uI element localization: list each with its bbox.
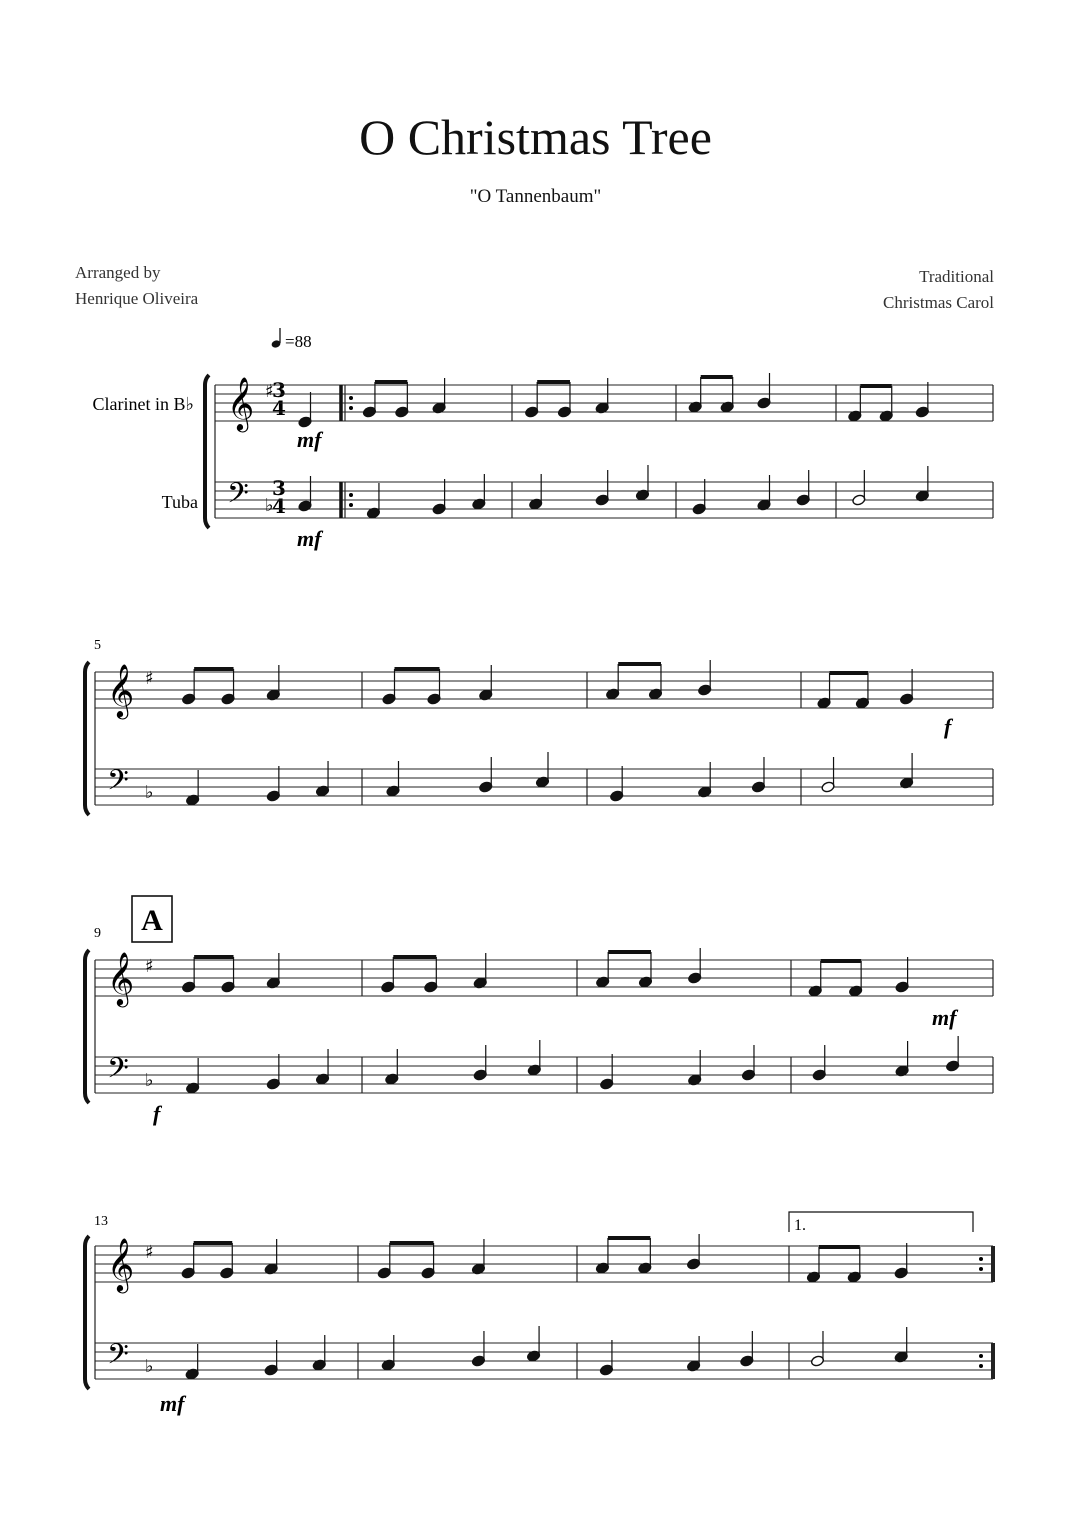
repeat-dot (979, 1354, 983, 1358)
sharp-icon: ♯ (145, 668, 154, 689)
dynamic-mf: mf (932, 1005, 957, 1030)
volta-label: 1. (794, 1217, 806, 1234)
repeat-dot (349, 503, 353, 507)
flat-icon: ♭ (145, 1356, 154, 1377)
system-bracket (85, 662, 89, 815)
repeat-dot (349, 396, 353, 400)
measure-number-5: 5 (94, 638, 101, 653)
dynamic-mf: mf (297, 427, 322, 452)
flat-icon: ♭ (265, 495, 274, 516)
score-subtitle: "O Tannenbaum" (469, 186, 602, 207)
volta-bracket (789, 1212, 973, 1232)
flat-icon: ♭ (145, 1070, 154, 1091)
flat-icon: ♭ (145, 782, 154, 803)
treble-clef-icon: 𝄞 (107, 1237, 135, 1291)
measure-number-9: 9 (94, 926, 101, 941)
treble-clef-icon: 𝄞 (107, 663, 135, 717)
repeat-dot (979, 1267, 983, 1271)
dynamic-mf: mf (160, 1391, 185, 1416)
system-bracket (205, 375, 209, 528)
svg-text:3: 3 (272, 378, 286, 402)
bass-clef-icon: 𝄢 (107, 1338, 129, 1378)
dynamic-f: f (153, 1101, 161, 1126)
sharp-icon: ♯ (145, 956, 154, 977)
composer-line-2: Christmas Carol (883, 293, 994, 312)
arranger-name: Henrique Oliveira (75, 289, 199, 308)
repeat-dot (349, 406, 353, 410)
sharp-icon: ♯ (265, 381, 274, 402)
treble-clef-icon: 𝄞 (107, 951, 135, 1005)
system-bracket (85, 1236, 89, 1389)
repeat-dot (979, 1364, 983, 1368)
staff-systems (85, 373, 993, 1389)
tempo-text: =88 (285, 332, 312, 351)
svg-text:3: 3 (272, 476, 286, 500)
instrument-name-tuba: Tuba (161, 492, 198, 512)
treble-clef-icon: 𝄞 (227, 376, 255, 430)
measure-number-13: 13 (94, 1214, 108, 1229)
svg-text:4: 4 (272, 396, 286, 420)
bass-clef-icon: 𝄢 (227, 477, 249, 517)
bass-clef-icon: 𝄢 (107, 764, 129, 804)
repeat-dot (349, 493, 353, 497)
bass-clef-icon: 𝄢 (107, 1052, 129, 1092)
instrument-name-clarinet: Clarinet in B♭ (92, 394, 194, 414)
repeat-dot (979, 1257, 983, 1261)
arranger-label: Arranged by (75, 263, 161, 282)
system-bracket (85, 950, 89, 1103)
dynamic-f: f (944, 714, 952, 739)
dynamic-mf: mf (297, 526, 322, 551)
sharp-icon: ♯ (145, 1242, 154, 1263)
composer-line-1: Traditional (919, 267, 994, 286)
tempo-marking (271, 328, 312, 351)
time-signature-clarinet (272, 378, 286, 420)
rehearsal-mark: A (141, 904, 163, 937)
score-title: O Christmas Tree (359, 109, 712, 165)
svg-text:4: 4 (272, 494, 286, 518)
